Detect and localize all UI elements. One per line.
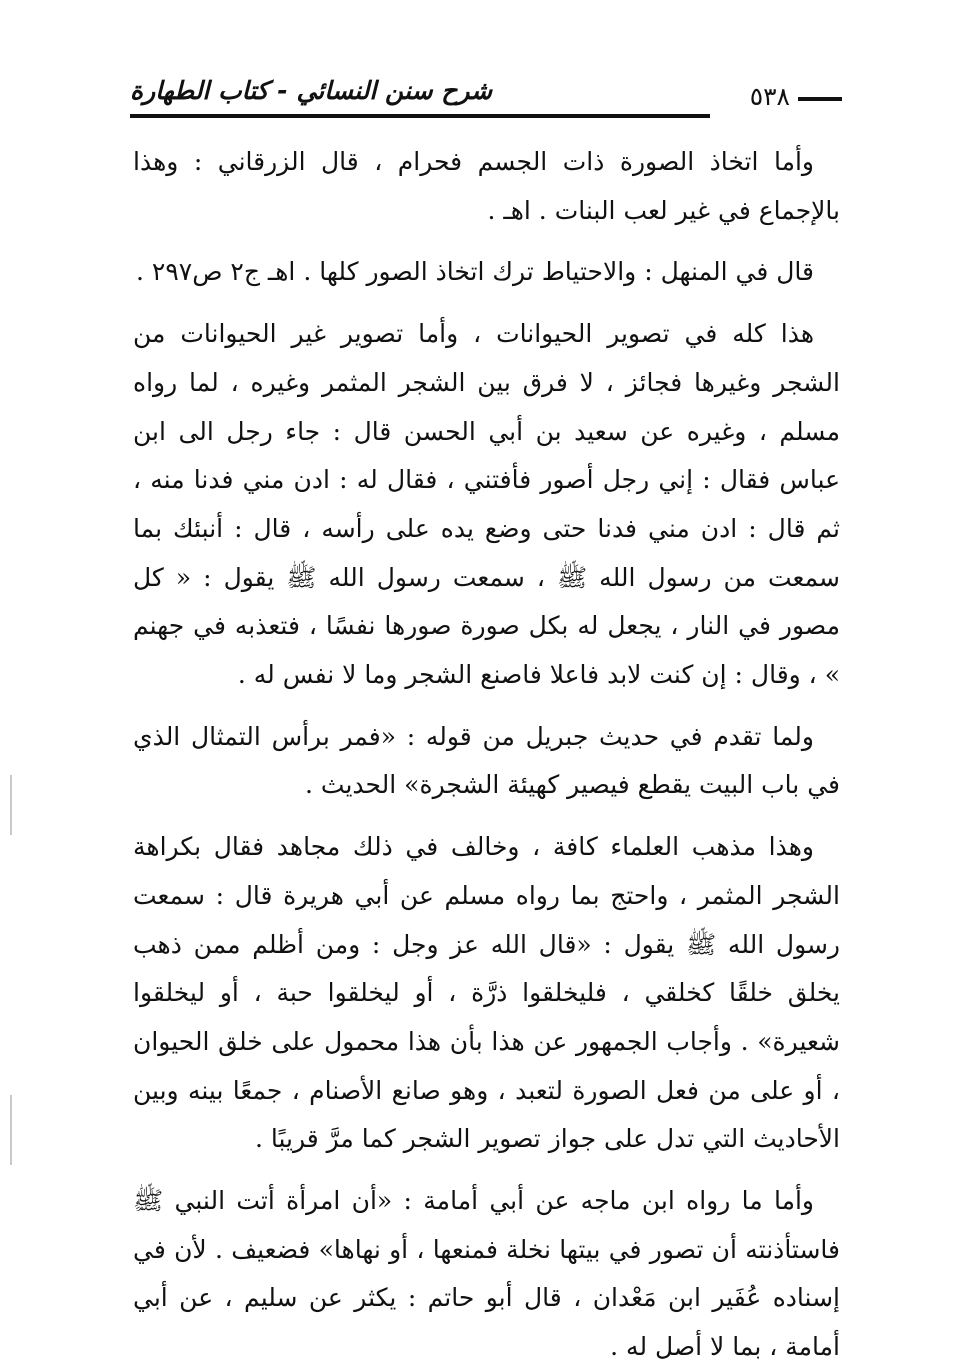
paragraph-4: ولما تقدم في حديث جبريل من قوله : «فمر برأس التمثال الذي في باب البيت يقطع فيصير كهيئة الشجرة» الحديث . bbox=[133, 721, 840, 800]
paragraph-1: وأما اتخاذ الصورة ذات الجسم فحرام ، قال الزرقاني : وهذا بالإجماع في غير لعب البنات . اهـ . bbox=[133, 147, 840, 225]
paragraph-6: وأما ما رواه ابن ماجه عن أبي أمامة : «أن امرأة أتت النبي ﷺ فاستأذنته أن تصور في بيتها نخلة فمنعها ، أو نهاها» فضعيف . لأن في إسناده عُفَير ابن مَعْدان ، قال أبو حاتم : يكثر عن سليم ، عن أبي أمامة ، بما لا أصل له . bbox=[133, 1186, 840, 1362]
header-title: شرح سنن النسائي - كتاب الطهارة bbox=[130, 76, 493, 105]
body-text bbox=[133, 138, 840, 1372]
paragraph-3: هذا كله في تصوير الحيوانات ، وأما تصوير غير الحيوانات من الشجر وغيرها فجائز ، لا فرق بين الشجر المثمر وغيره ، لما رواه مسلم ، وغيره عن سعيد بن أبي الحسن قال : جاء رجل الى ابن عباس فقال : إني رجل أصور فأفتني ، فقال له : ادن مني فدنا منه ، ثم قال : ادن مني فدنا حتى وضع يده على رأسه ، قال : أنبئك بما سمعت من رسول الله ﷺ ، سمعت رسول الله ﷺ يقول : « كل مصور في النار ، يجعل له بكل صورة صورها نفسًا ، فتعذبه في جهنم » ، وقال : إن كنت لابد فاعلا فاصنع الشجر وما لا نفس له . bbox=[133, 319, 840, 690]
paragraph-2: قال في المنهل : والاحتياط ترك اتخاذ الصور كلها . اهـ ج٢ ص٢٩٧ . bbox=[136, 257, 814, 287]
running-header bbox=[130, 74, 842, 114]
page-number: ٥٣٨ bbox=[749, 82, 790, 111]
scan-margin-mark bbox=[10, 1095, 12, 1165]
scan-margin-mark bbox=[10, 775, 12, 835]
page-number-dash bbox=[798, 97, 842, 101]
paragraph-5: وهذا مذهب العلماء كافة ، وخالف في ذلك مجاهد فقال بكراهة الشجر المثمر ، واحتج بما رواه مسلم عن أبي هريرة قال : سمعت رسول الله ﷺ يقول : «قال الله عز وجل : ومن أظلم ممن ذهب يخلق خلقًا كخلقي ، فليخلقوا ذرَّة ، أو ليخلقوا حبة ، أو ليخلقوا شعيرة» . وأجاب الجمهور عن هذا بأن هذا محمول على خلق الحيوان ، أو على من فعل الصورة لتعبد ، وهو صانع الأصنام ، جمعًا بينه وبين الأحاديث التي تدل على جواز تصوير الشجر كما مرَّ قريبًا . bbox=[133, 832, 840, 1154]
header-rule bbox=[130, 114, 710, 118]
